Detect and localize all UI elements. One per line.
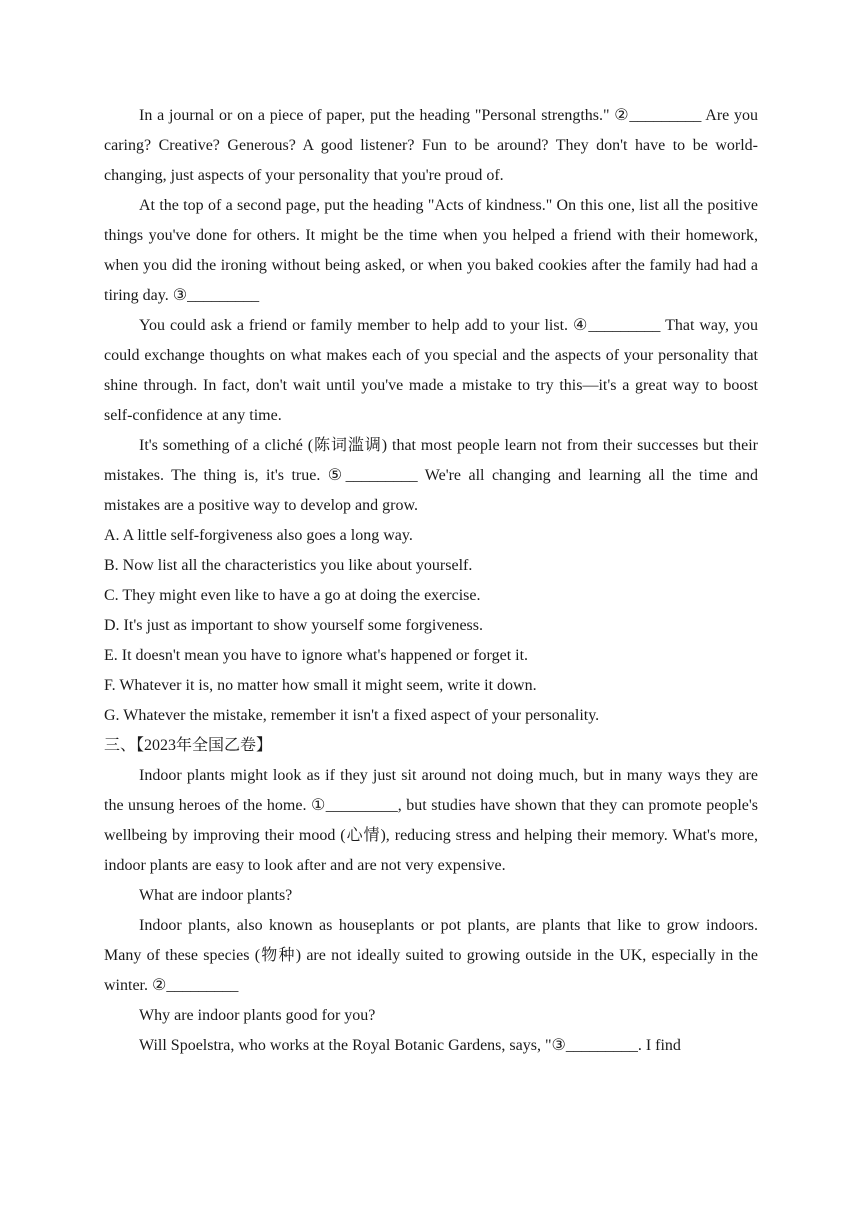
section-paragraph: Will Spoelstra, who works at the Royal Botanic Gardens, says, "③_________. I find	[139, 1037, 681, 1054]
option-f: F. Whatever it is, no matter how small it might seem, write it down.	[104, 677, 537, 694]
section-heading: 三、【2023年全国乙卷】	[104, 737, 273, 754]
section-paragraph: Indoor plants, also known as houseplants or pot plants, are plants that like to grow indoors. Many of these species (物种) are not ideally suited to growing outside in the UK, especially in the winter. ②_________	[104, 917, 758, 994]
option-a: A. A little self-forgiveness also goes a long way.	[104, 527, 413, 544]
option-b: B. Now list all the characteristics you like about yourself.	[104, 557, 473, 574]
option-g: G. Whatever the mistake, remember it isn't a fixed aspect of your personality.	[104, 707, 600, 724]
passage-paragraph: It's something of a cliché (陈词滥调) that most people learn not from their successes but their mistakes. The thing is, it's true. ⑤_________ We're all changing and learning all the time and mistakes are a positive way to develop and grow.	[104, 437, 758, 514]
document-page	[104, 101, 758, 1061]
passage-paragraph: You could ask a friend or family member to help add to your list. ④_________ That way, you could exchange thoughts on what makes each of you special and the aspects of your personality that shine through. In fact, don't wait until you've made a mistake to try this—it's a great way to boost self-confidence at any time.	[104, 317, 758, 424]
option-d: D. It's just as important to show yourself some forgiveness.	[104, 617, 483, 634]
subheading-what-are-indoor-plants: What are indoor plants?	[139, 887, 293, 904]
passage-paragraph: In a journal or on a piece of paper, put the heading "Personal strengths." ②_________ Are you caring? Creative? Generous? A good listener? Fun to be around? They don't have to be world-changing, just aspects of your personality that you're proud of.	[104, 107, 758, 184]
answer-options	[104, 521, 758, 731]
passage-paragraph: At the top of a second page, put the heading "Acts of kindness." On this one, list all the positive things you've done for others. It might be the time when you helped a friend with their homework, when you did the ironing without being asked, or when you baked cookies after the family had had a tiring day. ③_________	[104, 197, 758, 304]
subheading-why-good: Why are indoor plants good for you?	[139, 1007, 376, 1024]
option-c: C. They might even like to have a go at doing the exercise.	[104, 587, 481, 604]
option-e: E. It doesn't mean you have to ignore what's happened or forget it.	[104, 647, 529, 664]
section-intro-paragraph: Indoor plants might look as if they just sit around not doing much, but in many ways they are the unsung heroes of the home. ①_________, but studies have shown that they can promote people's wellbeing by improving their mood (心情), reducing stress and helping their memory. What's more, indoor plants are easy to look after and are not very expensive.	[104, 767, 758, 874]
